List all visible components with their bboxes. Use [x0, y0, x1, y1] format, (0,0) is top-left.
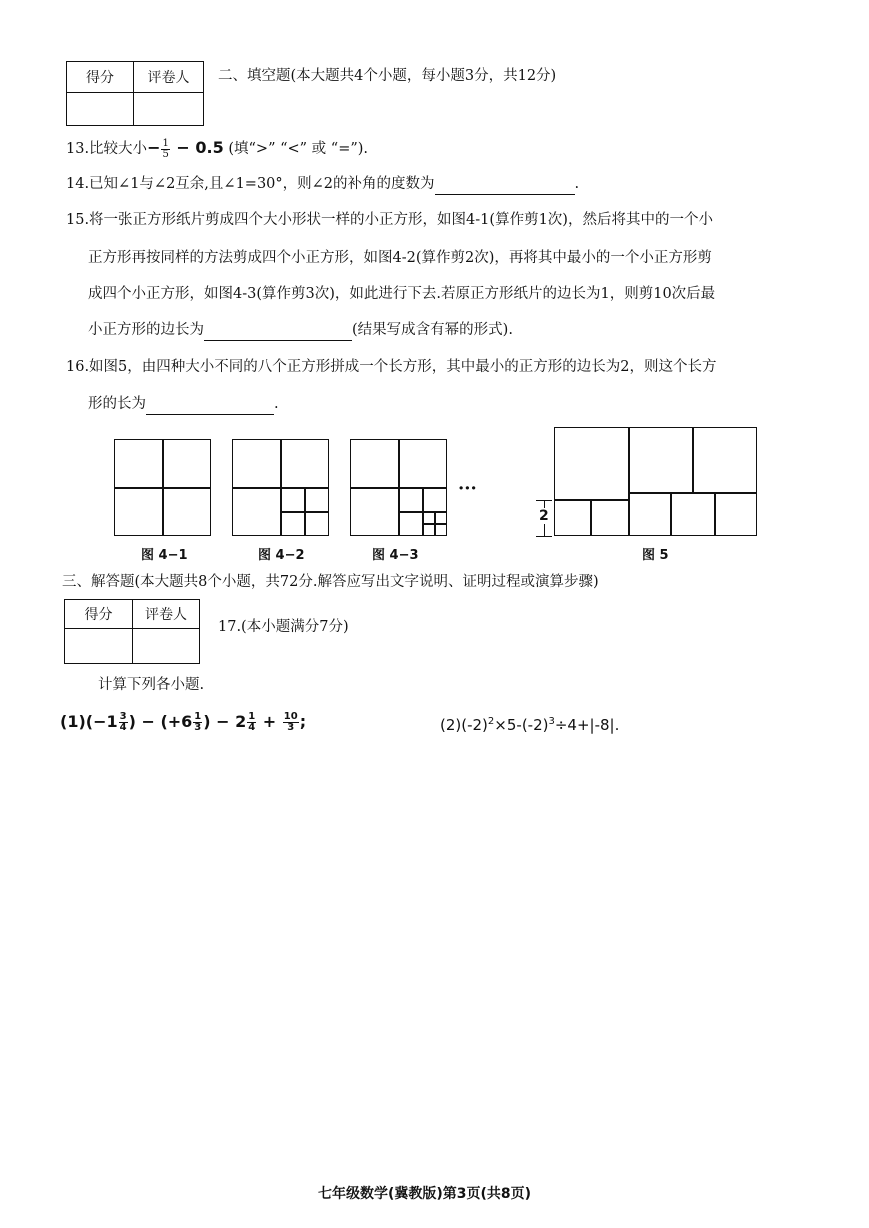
fraction: $\frac{1}{5}$: [162, 137, 169, 160]
question-17-part-1: (1)(−1 $\frac{3}{4}$ ) − (+6 $\frac{1}{3}$ ) − 2 $\frac{1}{4}$ + $\frac{10}{3}$ ;: [60, 711, 307, 733]
question-15-line-1: 15.将一张正方形纸片剪成四个大小形状一样的小正方形，如图4-1(算作剪1次)，然后将其中的一个小: [66, 212, 713, 228]
question-15-line-4: 小正方形的边长为 (结果写成含有幂的形式).: [88, 320, 513, 341]
question-15-line-2: 正方形再按同样的方法剪成四个小正方形，如图4-2(算作剪2次)，再将其中最小的一个小正方形剪: [88, 250, 712, 266]
score-cell: [65, 629, 133, 664]
question-14: 14.已知∠1与∠2互余,且∠1=30°，则∠2的补角的度数为 .: [66, 174, 579, 195]
question-16-line-1: 16.如图5，由四种大小不同的八个正方形拼成一个长方形，其中最小的正方形的边长为2，则这个长方: [66, 359, 717, 375]
question-17-part-2: $(2)(-2)^2\times 5-(-2)^3\div 4+|-8|$.: [440, 716, 620, 734]
question-16-line-2: 形的长为 .: [88, 394, 279, 415]
answer-blank-16[interactable]: [146, 394, 274, 415]
figure-4-2-caption: 图 4−2: [258, 548, 305, 563]
answer-blank-14[interactable]: [435, 174, 575, 195]
grader-header: 评卷人: [133, 600, 200, 629]
figure-4-3-caption: 图 4−3: [372, 548, 419, 563]
score-cell: [67, 93, 134, 126]
figure-4-1-caption: 图 4−1: [141, 548, 188, 563]
answer-blank-15[interactable]: [204, 320, 352, 341]
section2-title: 二、填空题(本大题共4个小题，每小题3分，共12分): [218, 68, 557, 84]
continuation-dots: ···: [458, 478, 477, 499]
score-header: 得分: [67, 62, 134, 93]
grader-cell: [133, 629, 200, 664]
page-footer: 七年级数学(冀教版)第3页(共8页): [318, 1186, 532, 1202]
figure-5-caption: 图 5: [642, 548, 669, 563]
question-17-header: 17.(本小题满分7分): [218, 619, 349, 635]
score-table-q17: [64, 599, 200, 664]
grader-header: 评卷人: [134, 62, 204, 93]
question-15-line-3: 成四个小正方形，如图4-3(算作剪3次)，如此进行下去.若原正方形纸片的边长为1，则剪10次后最: [88, 286, 716, 302]
dimension-label: 2: [539, 508, 549, 524]
grader-cell: [134, 93, 204, 126]
question-13: 13.比较大小− $\frac{1}{5}$ − 0.5 (填“>” “<” 或 “=”).: [66, 137, 369, 160]
question-17-intro: 计算下列各小题.: [98, 677, 205, 693]
section3-title: 三、解答题(本大题共8个小题，共72分.解答应写出文字说明、证明过程或演算步骤): [62, 574, 599, 590]
score-header: 得分: [65, 600, 133, 629]
score-table-section2: [66, 61, 204, 126]
